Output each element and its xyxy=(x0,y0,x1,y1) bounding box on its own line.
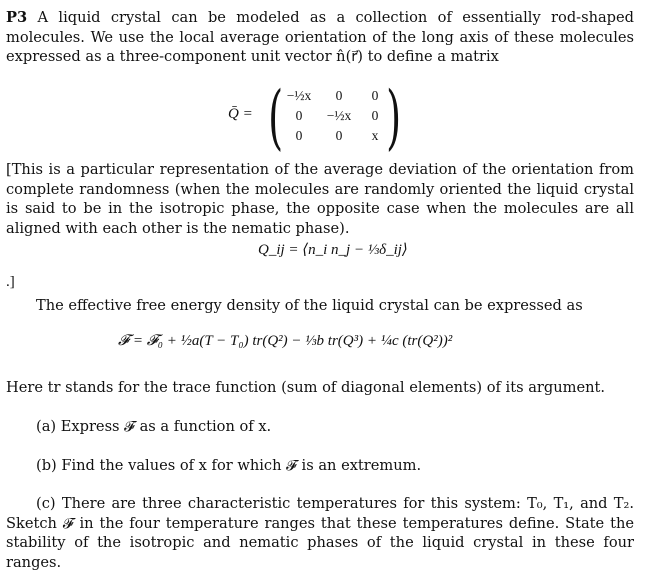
matrix-cell: 0 xyxy=(295,108,303,123)
problem-intro xyxy=(6,8,634,67)
matrix-cell: 0 xyxy=(335,88,343,103)
intro-text: A liquid crystal can be modeled as a collection of essentially rod-shaped molecules. We use the local average orientation of the long axis of these molecules expressed as a three-component unit vector n̂(r⃗) to define a matrix xyxy=(6,9,634,65)
matrix-right-paren: ) xyxy=(386,76,402,158)
matrix-cell: 0 xyxy=(335,128,343,143)
matrix-cell: −½x xyxy=(326,108,352,123)
matrix-cell: −½x xyxy=(286,88,312,103)
matrix-cell: x xyxy=(371,128,379,143)
matrix-cell: 0 xyxy=(371,88,379,103)
part-b: (b) Find the values of x for which 𝓕 is an extremum. xyxy=(36,457,422,474)
trace-note: Here tr stands for the trace function (sum of diagonal elements) of its argument. xyxy=(6,379,605,396)
matrix-cell: 0 xyxy=(371,108,379,123)
problem-label: P3 xyxy=(6,9,28,26)
part-a: (a) Express 𝓕 as a function of x. xyxy=(36,418,272,435)
close-bracket: .] xyxy=(6,274,15,290)
matrix-lhs: Q̄ = xyxy=(228,106,253,122)
matrix-equation xyxy=(228,76,408,158)
matrix-left-paren: ( xyxy=(268,76,284,158)
energy-intro: The effective free energy density of the liquid crystal can be expressed as xyxy=(36,297,583,314)
note-paragraph: [This is a particular representation of the average deviation of the orientation from complete randomness (when the molecules are randomly oriented the liquid crystal is said to be in the isotropic phase, the opposite case when the molecules are all aligned with each other is the nematic phase). xyxy=(6,161,634,237)
part-c: (c) There are three characteristic temperatures for this system: T₀, T₁, and T₂. Sketch 𝓕 in the four temperature ranges that these temperatures define. State the stability of the isotropic and nematic phases of the liquid crystal in these four ranges. xyxy=(6,495,634,571)
free-energy-equation: 𝓕 = 𝓕₀ + ½a(T − T₀) tr(Q²) − ⅓b tr(Q³) + ¼c (tr(Q²))² xyxy=(118,333,453,349)
matrix-cell: 0 xyxy=(295,128,303,143)
qij-equation: Q_ij = ⟨n_i n_j − ⅓δ_ij⟩ xyxy=(258,242,408,258)
